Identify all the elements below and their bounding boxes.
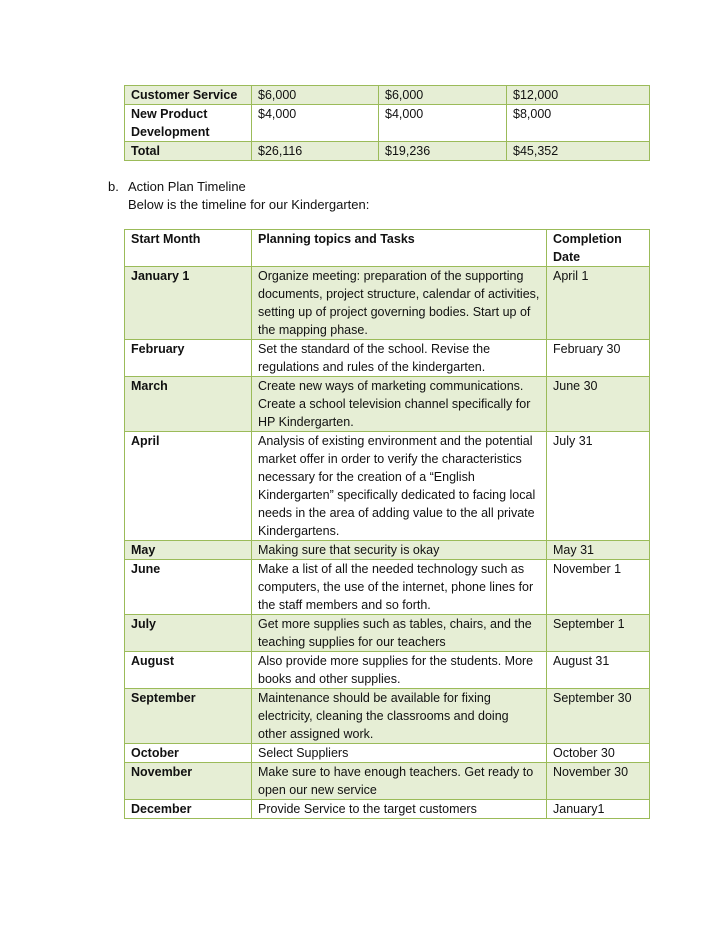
row-completion: September 1 [547,615,650,652]
table-row [125,689,650,744]
row-label: New Product Development [125,105,252,142]
table-row [125,432,650,541]
table-row [125,560,650,615]
cell-value: $12,000 [507,86,650,105]
table-row [125,615,650,652]
row-tasks: Analysis of existing environment and the potential market offer in order to verify the characteristics necessary for the creation of a “English Kindergarten” specifically dedicated to facing local needs in the area of adding value to the all private Kindergartens. [252,432,547,541]
row-completion: November 1 [547,560,650,615]
row-month: November [125,763,252,800]
cell-value: $45,352 [507,142,650,161]
table-row [125,142,650,161]
table-row [125,340,650,377]
table-row [125,86,650,105]
cell-value: $6,000 [379,86,507,105]
row-completion: August 31 [547,652,650,689]
row-label: Total [125,142,252,161]
header-tasks: Planning topics and Tasks [252,230,547,267]
cell-value: $26,116 [252,142,379,161]
row-tasks: Organize meeting: preparation of the supporting documents, project structure, calendar of activities, setting up of project governing bodies. Start up of the mapping phase. [252,267,547,340]
row-completion: January1 [547,800,650,819]
action-plan-section [108,178,369,214]
row-month: June [125,560,252,615]
row-month: July [125,615,252,652]
cell-value: $6,000 [252,86,379,105]
table-row [125,652,650,689]
row-month: January 1 [125,267,252,340]
cell-value: $4,000 [252,105,379,142]
row-completion: February 30 [547,340,650,377]
row-completion: July 31 [547,432,650,541]
section-heading: Action Plan Timeline [128,179,246,194]
row-tasks: Select Suppliers [252,744,547,763]
row-tasks: Maintenance should be available for fixing electricity, cleaning the classrooms and doing other assigned work. [252,689,547,744]
header-row [125,230,650,267]
table-row [125,744,650,763]
row-month: August [125,652,252,689]
table-row [125,763,650,800]
row-completion: May 31 [547,541,650,560]
row-tasks: Provide Service to the target customers [252,800,547,819]
row-month: April [125,432,252,541]
row-month: February [125,340,252,377]
row-completion: June 30 [547,377,650,432]
list-marker: b. [108,179,119,194]
row-month: May [125,541,252,560]
table-row [125,105,650,142]
row-tasks: Get more supplies such as tables, chairs, and the teaching supplies for our teachers [252,615,547,652]
row-tasks: Set the standard of the school. Revise the regulations and rules of the kindergarten. [252,340,547,377]
row-month: March [125,377,252,432]
row-month: September [125,689,252,744]
cell-value: $19,236 [379,142,507,161]
budget-table [124,85,650,161]
row-tasks: Make a list of all the needed technology such as computers, the use of the internet, phone lines for the staff members and so forth. [252,560,547,615]
table-row [125,267,650,340]
row-tasks: Make sure to have enough teachers. Get ready to open our new service [252,763,547,800]
row-completion: September 30 [547,689,650,744]
table-row [125,377,650,432]
table-row [125,800,650,819]
section-intro: Below is the timeline for our Kindergarten: [128,197,370,212]
header-completion: Completion Date [547,230,650,267]
row-tasks: Also provide more supplies for the students. More books and other supplies. [252,652,547,689]
table-row [125,541,650,560]
cell-value: $4,000 [379,105,507,142]
row-tasks: Making sure that security is okay [252,541,547,560]
row-tasks: Create new ways of marketing communications. Create a school television channel specifically for HP Kindergarten. [252,377,547,432]
row-label: Customer Service [125,86,252,105]
row-completion: November 30 [547,763,650,800]
row-completion: April 1 [547,267,650,340]
row-month: October [125,744,252,763]
cell-value: $8,000 [507,105,650,142]
row-completion: October 30 [547,744,650,763]
row-month: December [125,800,252,819]
header-start-month: Start Month [125,230,252,267]
timeline-table [124,229,650,819]
